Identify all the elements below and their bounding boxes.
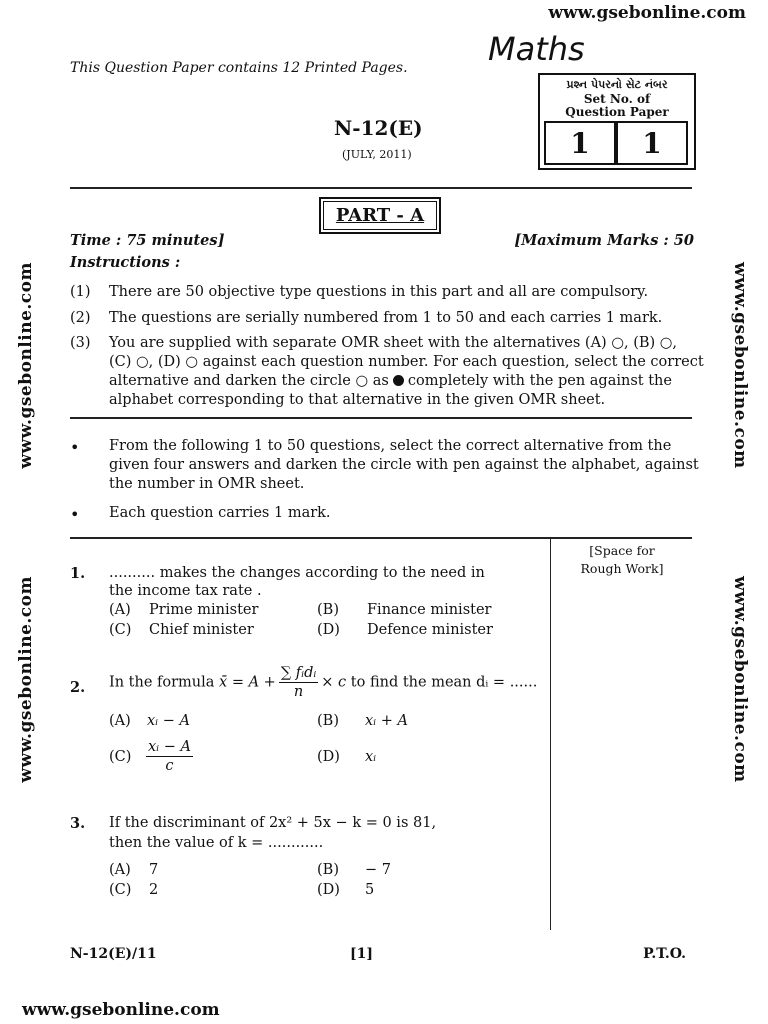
instruction-line-3c [109,373,672,389]
instruction-text-2: The questions are serially numbered from 1 to 50 and each carries 1 mark. [109,310,663,326]
rough-work-line1: [Space for [589,543,655,558]
bullet-1-line1: From the following 1 to 50 questions, select the correct alternative from the [109,438,672,454]
set-label-line2: Question Paper [565,105,669,119]
instructions-title: Instructions : [70,254,181,271]
q2-option-c-num: xᵢ − A [148,739,191,755]
q3-option-b-text: − 7 [365,862,391,878]
bullet-1-line3: the number in OMR sheet. [109,476,305,492]
q2-option-b-label: (B) [317,713,339,729]
q1-option-b-text: Finance minister [367,602,492,618]
watermark-right-2: www.gsebonline.com [730,576,750,783]
q2-option-d-label: (D) [317,749,340,765]
instruction-text-1: There are 50 objective type questions in this part and all are compulsory. [109,284,649,300]
rough-work-line2: Rough Work] [580,561,664,576]
q2-formula-den: n [293,684,304,700]
handwritten-subject: Maths [488,30,585,68]
instruction-text-3d: completely with the pen against the [407,373,672,389]
q2-option-c-den: c [165,758,174,774]
q2-option-c-label: (C) [109,749,132,765]
q1-line1: .......... makes the changes according to the need in [109,565,485,581]
header-rule [70,187,692,189]
q3-option-a-label: (A) [109,862,131,878]
q2-formula-fraction [279,664,318,701]
q1-option-a-text: Prime minister [149,602,259,618]
q2-prefix: In the formula [109,674,215,691]
q2-option-a-text: xᵢ − A [147,713,190,729]
part-box [319,197,441,234]
set-label-gujarati: પ્રશ્ન પેપરનો સેટ નંબર [566,78,668,91]
q2-suffix: to find the mean dᵢ = ...... [350,674,538,691]
watermark-right-1: www.gsebonline.com [730,262,750,469]
watermark-top: www.gsebonline.com [548,3,746,23]
max-marks-label: [Maximum Marks : 50 [514,232,694,249]
q2-formula-tail: × c [321,674,347,691]
q3-option-a-text: 7 [149,862,159,878]
bullet-icon: • [70,438,80,457]
page-number: [1] [350,946,373,962]
bullet-2-line1: Each question carries 1 mark. [109,505,331,521]
q1-option-b-label: (B) [317,602,339,618]
q2-number: 2. [70,679,86,696]
set-digit-2: 1 [616,121,688,165]
q3-option-c-text: 2 [149,882,159,898]
q2-option-b-text: xᵢ + A [365,713,408,729]
q3-option-d-text: 5 [365,882,375,898]
q3-option-c-label: (C) [109,882,132,898]
time-label: Time : 75 minutes] [70,232,225,249]
rough-work-divider [550,537,551,930]
instruction-text-3a: You are supplied with separate OMR sheet with the alternatives (A) ○, (B) ○, [109,335,678,351]
q3-line2: then the value of k = ............ [109,835,324,851]
watermark-left-1: www.gsebonline.com [16,262,36,469]
q1-option-c-text: Chief minister [149,622,254,638]
set-number-box [538,73,696,170]
q1-number: 1. [70,565,86,582]
q2-option-c-fraction [143,738,196,775]
paper-date: (JULY, 2011) [342,148,412,161]
q2-formula-num: ∑ fᵢdᵢ [280,665,317,681]
instruction-text-3c: alternative and darken the circle ○ as [109,373,389,389]
pages-note: This Question Paper contains 12 Printed Pages. [70,60,408,76]
set-label-line1: Set No. of [583,92,651,106]
instruction-text-3b: (C) ○, (D) ○ against each question number. For each question, select the correct [109,354,704,370]
instruction-num-2: (2) [70,310,91,326]
paper-code: N-12(E) [334,116,423,140]
instruction-num-1: (1) [70,284,91,300]
q1-option-d-text: Defence minister [367,622,493,638]
q3-option-d-label: (D) [317,882,340,898]
q2-option-d-text: xᵢ [365,749,377,765]
filled-circle-icon [393,375,404,386]
q2-line1 [109,664,537,701]
questions-rule [70,537,692,539]
pto-label: P.T.O. [643,946,686,962]
instruction-num-3: (3) [70,335,91,351]
q1-option-d-label: (D) [317,622,340,638]
watermark-bottom: www.gsebonline.com [22,1000,220,1020]
q3-option-b-label: (B) [317,862,339,878]
rough-work-label [552,542,692,578]
q1-option-c-label: (C) [109,622,132,638]
footer-code: N-12(E)/11 [70,946,157,962]
q2-option-a-label: (A) [109,713,131,729]
q1-line2: the income tax rate . [109,583,262,599]
set-digit-1: 1 [544,121,616,165]
bullet-icon: • [70,505,80,524]
q1-option-a-label: (A) [109,602,131,618]
part-title: PART - A [323,201,437,230]
q3-line1: If the discriminant of 2x² + 5x − k = 0 is 81, [109,815,437,831]
q3-number: 3. [70,815,86,832]
watermark-left-2: www.gsebonline.com [16,576,36,783]
instructions-rule [70,417,692,419]
q2-formula-lhs: x̄ = A + [219,674,276,691]
instruction-text-3e: alphabet corresponding to that alternative in the given OMR sheet. [109,392,606,408]
bullet-1-line2: given four answers and darken the circle with pen against the alphabet, against [109,457,699,473]
